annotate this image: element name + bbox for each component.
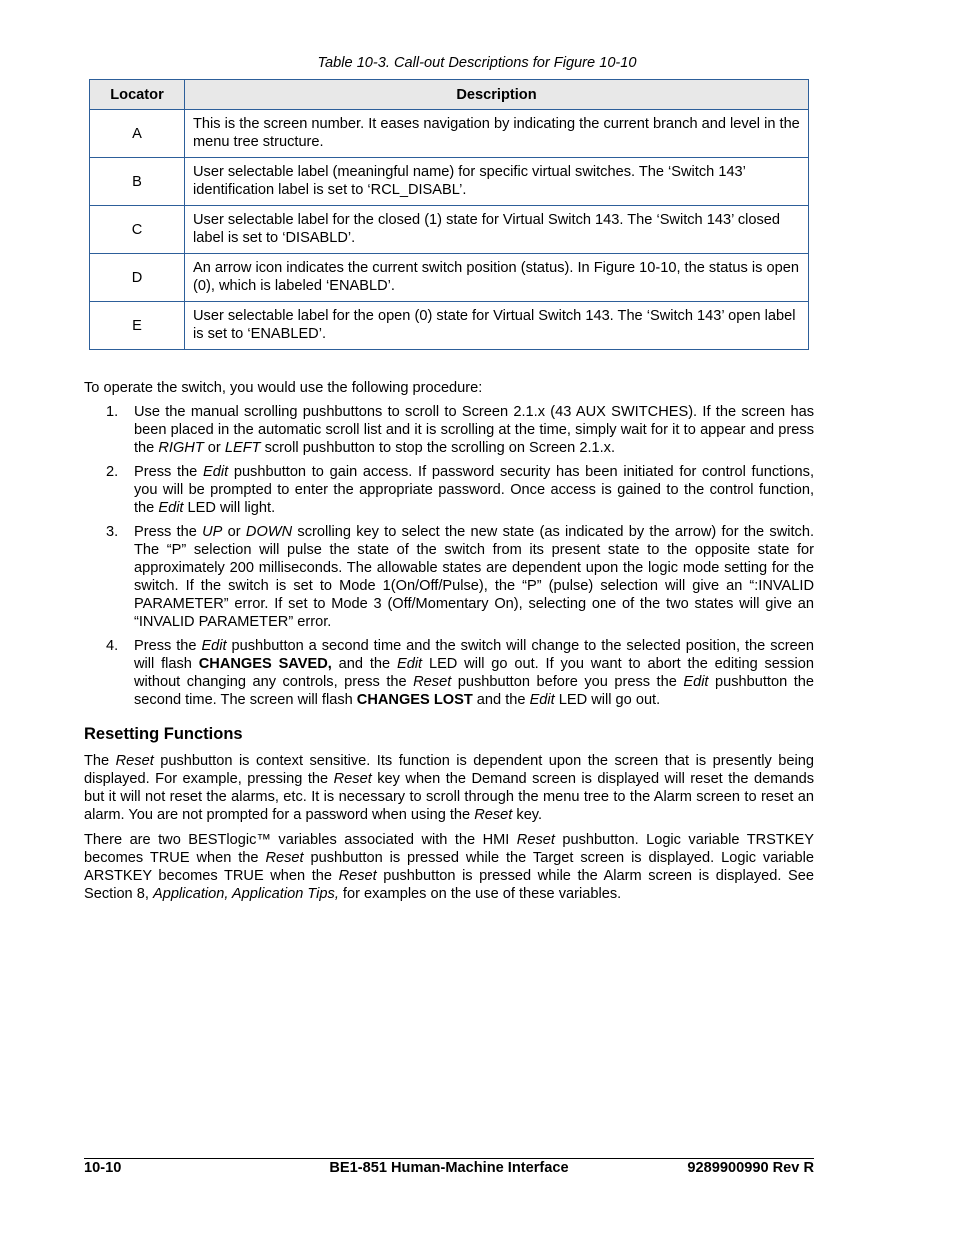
table-caption: Table 10-3. Call-out Descriptions for Figure 10-10 [317,55,637,71]
description-cell: User selectable label for the open (0) state for Virtual Switch 143. The ‘Switch 143’ open label is set to ‘ENABLED’. [185,302,809,350]
procedure-step [84,463,814,517]
page-number: 10-10 [84,1160,122,1176]
description-cell: This is the screen number. It eases navigation by indicating the current branch and level in the menu tree structure. [185,110,809,158]
document-title: BE1-851 Human-Machine Interface [329,1160,569,1176]
step-number: 1. [106,404,119,420]
document-number: 9289900990 Rev R [687,1160,814,1176]
locator-cell: D [90,254,185,302]
step-number: 2. [106,464,119,480]
table-row [90,110,809,158]
procedure-step [84,637,814,709]
locator-cell: C [90,206,185,254]
step-text: Use the manual scrolling pushbuttons to scroll to Screen 2.1.x (43 AUX SWITCHES). If the screen has been placed in the automatic scroll list and it is scrolling at the time, simply wait for it to appear and press the RIGHT or LEFT scroll pushbutton to stop the scrolling on Screen 2.1.x. [134,404,814,456]
table-row [90,302,809,350]
locator-cell: B [90,158,185,206]
column-header-locator: Locator [90,80,185,110]
description-cell: User selectable label (meaningful name) for specific virtual switches. The ‘Switch 143’ identification label is set to ‘RCL_DISABL’. [185,158,809,206]
description-cell: An arrow icon indicates the current switch position (status). In Figure 10-10, the status is open (0), which is labeled ‘ENABLD’. [185,254,809,302]
step-text: Press the UP or DOWN scrolling key to select the new state (as indicated by the arrow) for the switch. The “P” selection will pulse the state of the switch from its present state to the opposite state for approximately 200 milliseconds. The allowable states are dependent upon the logic mode setting for the switch. If the switch is set to Mode 1(On/Off/Pulse), the “P” (pulse) selection will give an “:INVALID PARAMETER” error. If set to Mode 3 (Off/Momentary On), selecting one of the two states will give an “INVALID PARAMETER” error. [134,524,814,630]
step-text: Press the Edit pushbutton a second time and the switch will change to the selected position, the screen will flash CHANGES SAVED, and the Edit LED will go out. If you want to abort the editing session without changing any controls, press the Reset pushbutton before you press the Edit pushbutton the second time. The screen will flash CHANGES LOST and the Edit LED will go out. [134,638,815,708]
column-header-description: Description [185,80,809,110]
locator-cell: E [90,302,185,350]
step-number: 4. [106,638,119,654]
bestlogic-paragraph: There are two BESTlogic™ variables associated with the HMI Reset pushbutton. Logic variable TRSTKEY becomes TRUE when the Reset pushbutton is pressed while the Target screen is displayed. Logic variable ARSTKEY becomes TRUE when the Reset pushbutton is pressed while the Alarm screen is displayed. See Section 8, Application, Application Tips, for examples on the use of these variables. [84,832,815,902]
callout-table [89,79,809,350]
section-heading: Resetting Functions [84,725,243,743]
description-cell: User selectable label for the closed (1) state for Virtual Switch 143. The ‘Switch 143’ closed label is set to ‘DISABLD’. [185,206,809,254]
table-row [90,254,809,302]
procedure-intro: To operate the switch, you would use the following procedure: [84,380,483,396]
procedure-step [84,403,814,457]
locator-cell: A [90,110,185,158]
reset-paragraph: The Reset pushbutton is context sensitive. Its function is dependent upon the screen that is presently being displayed. For example, pressing the Reset key when the Demand screen is displayed will reset the demands but it will not reset the alarms, etc. It is necessary to scroll through the menu tree to the Alarm screen to reset an alarm. You are not prompted for a password when using the Reset key. [84,753,815,823]
procedure-list [84,403,814,715]
procedure-step [84,523,814,631]
step-text: Press the Edit pushbutton to gain access. If password security has been initiated for control functions, you will be prompted to enter the appropriate password. Once access is gained to the control function, the Edit LED will light. [134,464,814,516]
table-row [90,158,809,206]
step-number: 3. [106,524,119,540]
footer-divider [84,1158,814,1159]
table-header-row [90,80,809,110]
table-row [90,206,809,254]
